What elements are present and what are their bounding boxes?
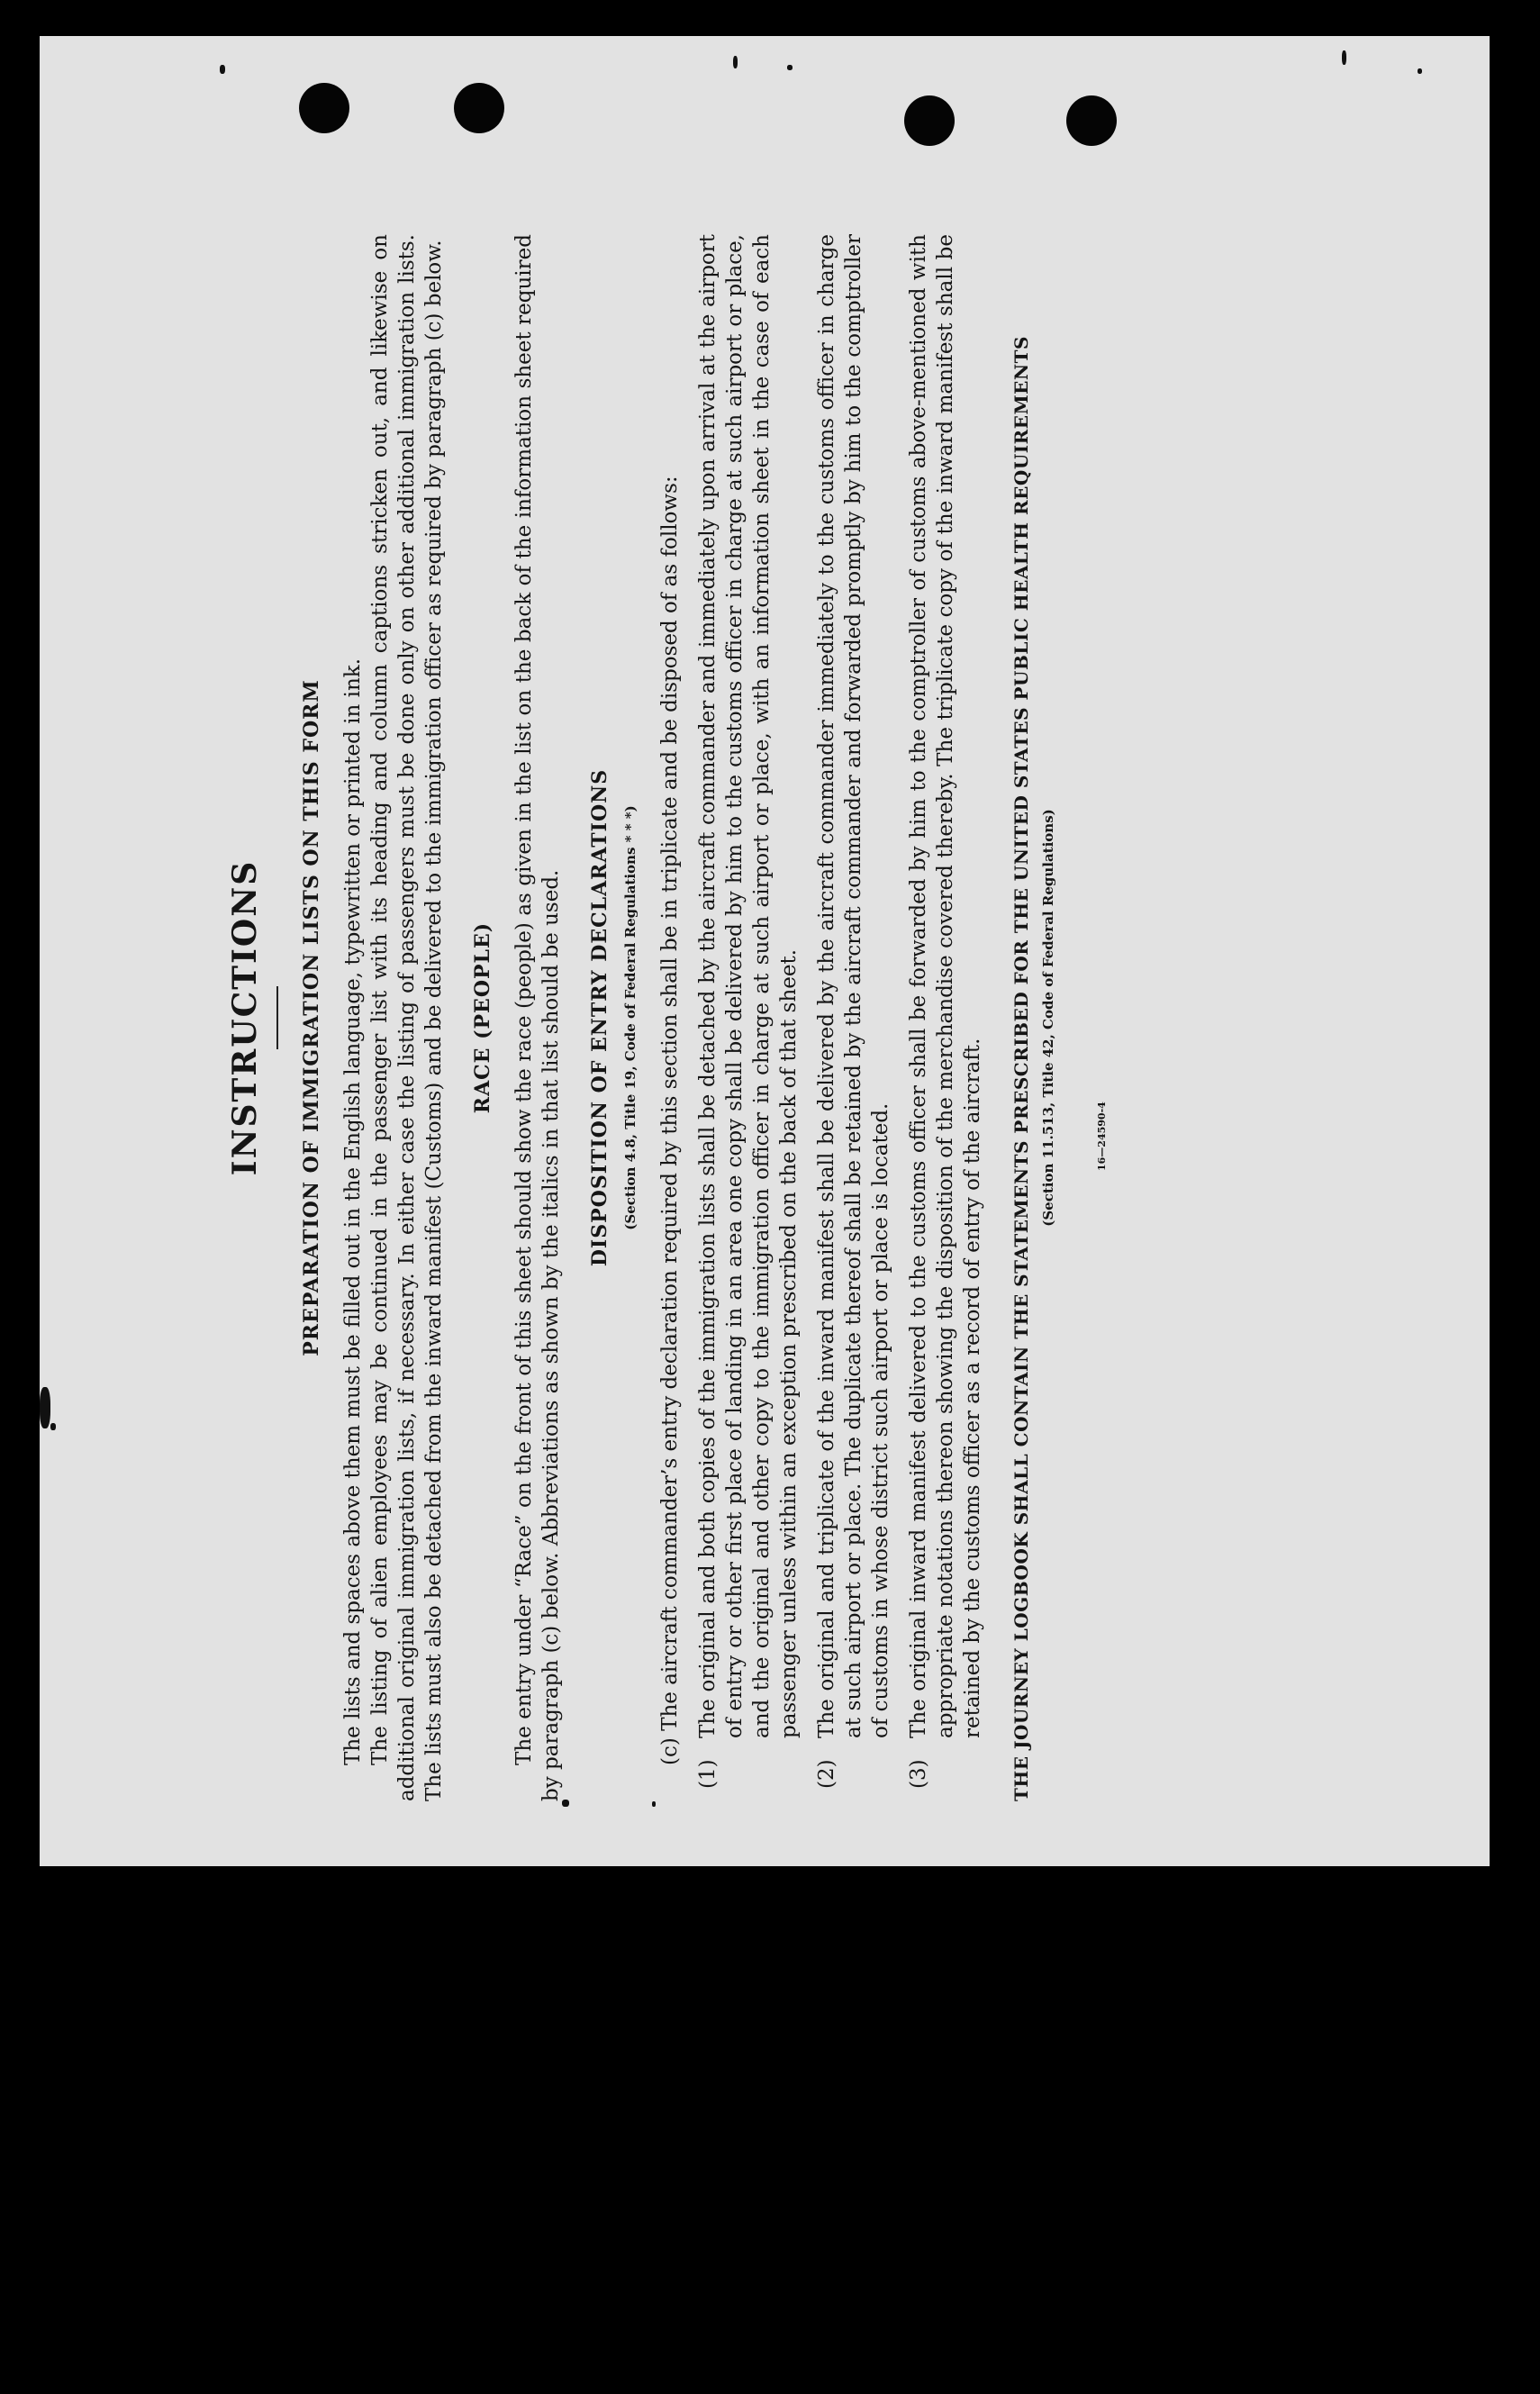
item-number: (2) <box>815 1759 838 1789</box>
section-heading-race: RACE (PEOPLE) <box>471 921 494 1114</box>
item-number: (3) <box>907 1759 930 1789</box>
ink-speck <box>220 65 225 74</box>
ink-speck <box>40 1387 50 1428</box>
paragraph: The lists and spaces above them must be filled out in the English language, typewritten or printed in ink. <box>341 657 365 1765</box>
punch-hole <box>1066 95 1117 146</box>
document-page <box>40 36 1490 1866</box>
item-text: The original inward manifest delivered to the customs officer shall be forwarded by him to the comptroller of customs above-mentioned with appropriate notations thereon showing the disposition of the merchandise covered thereby. The triplicate copy of the inward manifest shall be retained by the customs officer as a record of entry of the aircraft. <box>907 234 984 1738</box>
punch-hole <box>904 95 955 146</box>
punch-hole <box>299 83 349 133</box>
list-item <box>694 234 802 1801</box>
paragraph: The listing of alien employees may be continued in the passenger list with its heading and column captions stricken out, and likewise on additional original immigration lists, if necessary. In either case the listing of passengers must be done only on other additional immigration lists. The lists must also be detached from the inward manifest (Customs) and be delivered to the immigration officer as required by paragraph (c) below. <box>368 234 446 1801</box>
paragraph: (c) The aircraft commander’s entry declaration required by this section shall be in triplicate and be disposed of as follows: <box>658 476 682 1765</box>
ink-speck <box>787 65 793 70</box>
ink-speck <box>50 1423 56 1430</box>
item-text: The original and both copies of the immigration lists shall be detached by the aircraft commander and immediately upon arrival at the airport of entry or other first place of landing in an area one copy shall be delivered by him to the customs officer in charge at such airport or place, and the original and other copy to the immigration officer in charge at such airport or place, with an information sheet in the case of each passenger unless within an exception prescribed on the back of that sheet. <box>696 234 801 1738</box>
item-text: The original and triplicate of the inward manifest shall be delivered by the aircraft commander immediately to the customs officer in charge at such airport or place. The duplicate thereof shall be retained by the aircraft commander and forwarded promptly by him to the comptroller of customs in whose district such airport or place is located. <box>815 234 892 1738</box>
section-heading-preparation: PREPARATION OF IMMIGRATION LISTS ON THIS FORM <box>300 679 323 1356</box>
page-title: INSTRUCTIONS <box>226 859 264 1176</box>
ink-speck <box>733 56 738 68</box>
footer-statement: THE JOURNEY LOGBOOK SHALL CONTAIN THE STATEMENTS PRESCRIBED FOR THE UNITED STATES PUBLIC HEALTH REQUIREMENTS <box>1010 336 1032 1801</box>
section-subheading: (Section 4.8, Title 19, Code of Federal Regulations * * *) <box>622 805 639 1230</box>
rotated-instructions <box>224 234 1305 1801</box>
ink-speck <box>1342 50 1346 65</box>
form-code: 16—24590-4 <box>1096 1102 1108 1171</box>
list-item <box>905 234 986 1801</box>
list-item <box>813 234 894 1801</box>
footer-citation: (Section 11.513, Title 42, Code of Federal Regulations) <box>1040 809 1056 1227</box>
punch-hole <box>454 83 504 133</box>
ink-speck <box>1418 68 1422 74</box>
title-rule <box>276 986 278 1049</box>
item-number: (1) <box>696 1759 720 1789</box>
ink-speck <box>652 1801 656 1807</box>
paragraph: The entry under “Race” on the front of this sheet should show the race (people) as given in the list on the back of the information sheet required by paragraph (c) below. Abbreviations as shown by the italics in that list should be used. <box>512 234 563 1801</box>
section-heading-disposition: DISPOSITION OF ENTRY DECLARATIONS <box>588 768 611 1267</box>
